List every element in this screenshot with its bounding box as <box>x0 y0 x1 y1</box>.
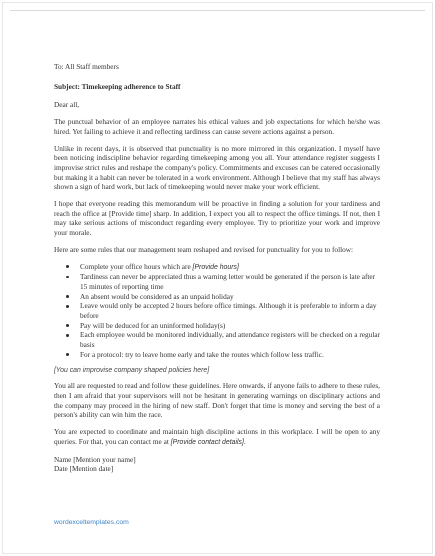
rule-item: Pay will be deduced for an uninformed holiday(s) <box>80 321 380 331</box>
policy-placeholder-note[interactable]: [You can improvise company shaped policies here] <box>54 366 210 374</box>
rule-item: Each employee would be monitored individually, and attendance registers will be checked on a regular basis <box>80 330 381 350</box>
rule-item: Leave would only be accepted 2 hours before office timings. Although it is preferable to inform a day before <box>80 301 380 320</box>
rules-list <box>54 262 380 360</box>
rule-item: Tardiness can never be appreciated thus a warning letter would be generated if the person is late after 15 minutes of reporting time <box>80 272 380 291</box>
signature-date: Date [Mention date] <box>54 464 114 474</box>
memo-greeting: Dear all, <box>54 100 80 110</box>
memo-paragraph-4: You all are requested to read and follow these guidelines. Here onwards, if anyone fails to adhere to these rules, then I am afraid that your supervisors will not be hesitant in generating warnings on disciplinary actions and the company may proceed in the hiring of new staff. Don't forget that time is money and serving the best of a person's ability can win him the race. <box>54 381 380 420</box>
memo-paragraph-1: The punctual behavior of an employee narrates his ethical values and job expectations for which he/she was hired. Yet failing to achieve it and reflecting tardiness can cause severe actions against a person. <box>54 117 380 136</box>
memo-paragraph-5: You are expected to coordinate and maintain high discipline actions in this workplace. I will be open to any queries. For that, you can contact me at [Provide contact details]. <box>54 427 380 446</box>
memo-subject: Subject: Timekeeping adherence to Staff <box>54 81 181 91</box>
rule-item: An absent would be considered as an unpaid holiday <box>80 292 380 302</box>
hours-placeholder[interactable]: [Provide hours] <box>192 263 239 271</box>
memo-body <box>54 62 380 474</box>
rule-item: Complete your office hours which are [Provide hours] <box>80 262 380 273</box>
rules-intro: Here are some rules that our management team reshaped and revised for punctuality for you to follow: <box>54 244 354 254</box>
memo-recipient: To: All Staff members <box>54 62 119 71</box>
contact-placeholder[interactable]: [Provide contact details] <box>170 438 244 446</box>
signature-name: Name [Mention your name] <box>54 454 136 464</box>
rule-item: For a protocol: try to leave home early and take the routes which follow less traffic. <box>80 350 380 360</box>
memo-paragraph-2: Unlike in recent days, it is observed that punctuality is no more mirrored in this organization. I myself have been noticing indiscipline behavior regarding timekeeping among you all. Your attendance register suggests I improvise strict rules and reshape the company's policy. Commitments and excuses can be catered occasionally but making it a habit can never be tolerated in a work environment. Although I believe that my staff has always shown a sign of hard work, but lack of timekeeping would never make your work efficient. <box>54 143 380 192</box>
top-divider <box>10 10 425 11</box>
memo-paragraph-3: I hope that everyone reading this memorandum will be proactive in finding a solution for your tardiness and reach the office at [Provide time] sharp. In addition, I expect you all to respect the office timings. If not, then I may take serious actions of misconduct regarding every employee. Try to prioritize your work and improve your morale. <box>54 199 380 238</box>
website-link[interactable]: wordexceltemplates.com <box>54 519 129 526</box>
